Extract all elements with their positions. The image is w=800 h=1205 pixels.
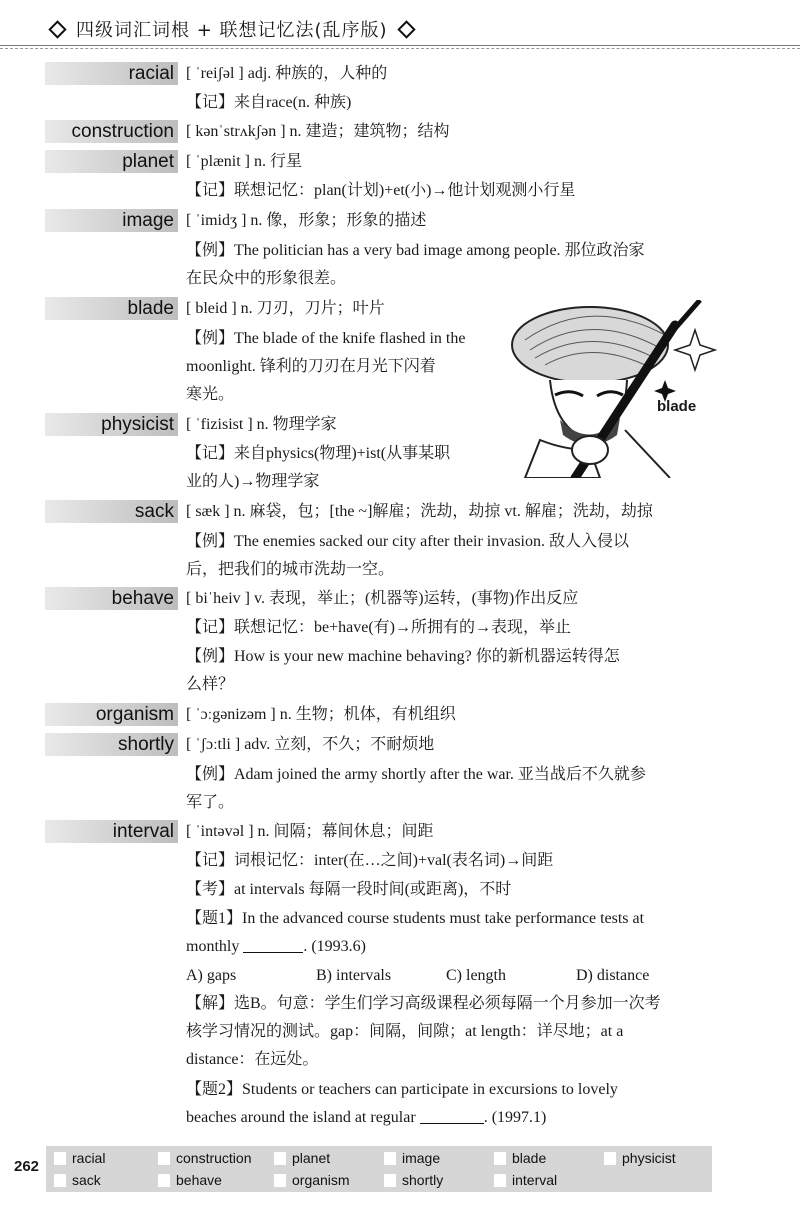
checkbox[interactable] [158,1152,170,1165]
headword-organism: organism [45,703,178,726]
definition-sack: [ sæk ] n. 麻袋，包；[the ~]解雇；洗劫，劫掠 vt. 解雇；洗劫，劫掠 [186,503,653,520]
question1-suffix: . (1993.6) [303,938,366,955]
checklist-label: blade [512,1150,547,1166]
example-blade-line3: 寒光。 [186,386,235,403]
header-title: 四级词汇词根 + 联想记忆法(乱序版) [76,20,388,41]
checkbox[interactable] [274,1152,286,1165]
memory-note-behave: 【记】联想记忆：be+have(有)→所拥有的→表现，举止 [186,619,571,636]
checklist-label: image [402,1150,441,1166]
checklist-item[interactable] [158,1171,222,1190]
memory-note-racial: 【记】来自race(n. 种族) [186,94,352,111]
answer-blank [243,938,303,953]
running-title [45,16,419,42]
headword-blade: blade [45,297,178,320]
definition-racial: [ ˈreiʃəl ] adj. 种族的，人种的 [186,65,388,82]
question2-line1: 【题2】Students or teachers can participate in excursions to lovely [186,1081,618,1098]
headword-racial: racial [45,62,178,85]
question2-line2 [186,1107,546,1129]
definition-interval: [ ˈintəvəl ] n. 间隔；幕间休息；间距 [186,823,434,840]
memory-note-physicist-line2: 业的人)→物理学家 [186,473,320,490]
checklist-label: planet [292,1150,331,1166]
diamond-icon [397,20,415,38]
headword-physicist: physicist [45,413,178,436]
checklist-item[interactable] [54,1171,101,1190]
question1-line1: 【题1】In the advanced course students must take performance tests at [186,910,645,927]
headword-construction: construction [45,120,178,143]
exam-note-interval: 【考】at intervals 每隔一段时间(或距离)，不时 [186,881,512,898]
memory-note-physicist-line1: 【记】来自physics(物理)+ist(从事某职 [186,445,451,462]
example-sack-line2: 后，把我们的城市洗劫一空。 [186,561,395,578]
checklist-item[interactable] [384,1149,440,1168]
example-shortly-line1: 【例】Adam joined the army shortly after the war. 亚当战后不久就参 [186,766,646,783]
checklist-label: physicist [622,1150,676,1166]
definition-behave: [ biˈheiv ] v. 表现，举止；(机器等)运转，(事物)作出反应 [186,590,579,607]
memory-note-interval: 【记】词根记忆：inter(在…之间)+val(表名词)→间距 [186,852,554,869]
headword-planet: planet [45,150,178,173]
checklist-label: behave [176,1172,222,1188]
option-d: D) distance [576,967,650,984]
example-behave-line2: 么样？ [186,676,235,693]
checkbox[interactable] [604,1152,616,1165]
checklist-label: racial [72,1150,106,1166]
checklist-label: interval [512,1172,558,1188]
example-image-line2: 在民众中的形象很差。 [186,270,347,287]
question2-suffix: . (1997.1) [483,1109,547,1126]
option-a: A) gaps [186,967,237,984]
example-behave-line1: 【例】How is your new machine behaving? 你的新机器运转得怎 [186,648,620,665]
checklist-label: construction [176,1150,252,1166]
memory-note-planet: 【记】联想记忆：plan(计划)+et(小)→他计划观测小行星 [186,182,576,199]
checklist-item[interactable] [274,1149,330,1168]
question2-prefix: beaches around the island at regular [186,1109,416,1126]
blade-illustration [505,300,720,478]
checklist-item[interactable] [54,1149,105,1168]
samurai-drawing [505,300,720,478]
answer-explanation-line2: 核学习情况的测试。gap：间隔，间隙；at length：详尽地；at a [186,1023,624,1040]
example-blade-line2: moonlight. 锋利的刀刃在月光下闪着 [186,358,436,375]
definition-shortly: [ ˈʃɔːtli ] adv. 立刻，不久；不耐烦地 [186,736,435,753]
checklist-item[interactable] [158,1149,251,1168]
definition-construction: [ kənˈstrʌkʃən ] n. 建造；建筑物；结构 [186,123,450,140]
example-shortly-line2: 军了。 [186,794,235,811]
checkbox[interactable] [54,1152,66,1165]
example-blade-line1: 【例】The blade of the knife flashed in the [186,330,466,347]
checklist-item[interactable] [494,1171,557,1190]
headword-image: image [45,209,178,232]
definition-physicist: [ ˈfizisist ] n. 物理学家 [186,416,337,433]
answer-explanation-line1: 【解】选B。句意：学生们学习高级课程必须每隔一个月参加一次考 [186,995,661,1012]
headword-interval: interval [45,820,178,843]
definition-image: [ ˈimidʒ ] n. 像，形象；形象的描述 [186,212,427,229]
checkbox[interactable] [54,1174,66,1187]
illustration-label: blade [657,398,697,415]
checkbox[interactable] [384,1152,396,1165]
page-header [0,0,800,48]
answer-blank [420,1109,484,1124]
checklist-label: shortly [402,1172,444,1188]
headword-behave: behave [45,587,178,610]
checklist-label: sack [72,1172,101,1188]
example-image-line1: 【例】The politician has a very bad image among people. 那位政治家 [186,242,645,259]
headword-shortly: shortly [45,733,178,756]
definition-blade: [ bleid ] n. 刀刃，刀片；叶片 [186,300,385,317]
checklist-item[interactable] [384,1171,443,1190]
checkbox[interactable] [494,1152,506,1165]
headword-sack: sack [45,500,178,523]
answer-explanation-line3: distance：在远处。 [186,1051,319,1068]
checklist-label: organism [292,1172,350,1188]
checkbox[interactable] [274,1174,286,1187]
checkbox[interactable] [384,1174,396,1187]
checklist-item[interactable] [604,1149,676,1168]
question1-line2 [186,936,366,958]
definition-planet: [ ˈplænit ] n. 行星 [186,153,302,170]
page-number: 262 [14,1158,40,1175]
checkbox[interactable] [158,1174,170,1187]
diamond-icon [48,20,66,38]
question1-prefix: monthly [186,938,240,955]
checkbox[interactable] [494,1174,506,1187]
review-checklist [46,1146,712,1192]
option-c: C) length [446,967,506,984]
header-rule [0,45,800,49]
option-b: B) intervals [316,967,392,984]
example-sack-line1: 【例】The enemies sacked our city after their invasion. 敌人入侵以 [186,533,629,550]
checklist-item[interactable] [274,1171,350,1190]
definition-organism: [ ˈɔːgənizəm ] n. 生物；机体，有机组织 [186,706,456,723]
checklist-item[interactable] [494,1149,546,1168]
